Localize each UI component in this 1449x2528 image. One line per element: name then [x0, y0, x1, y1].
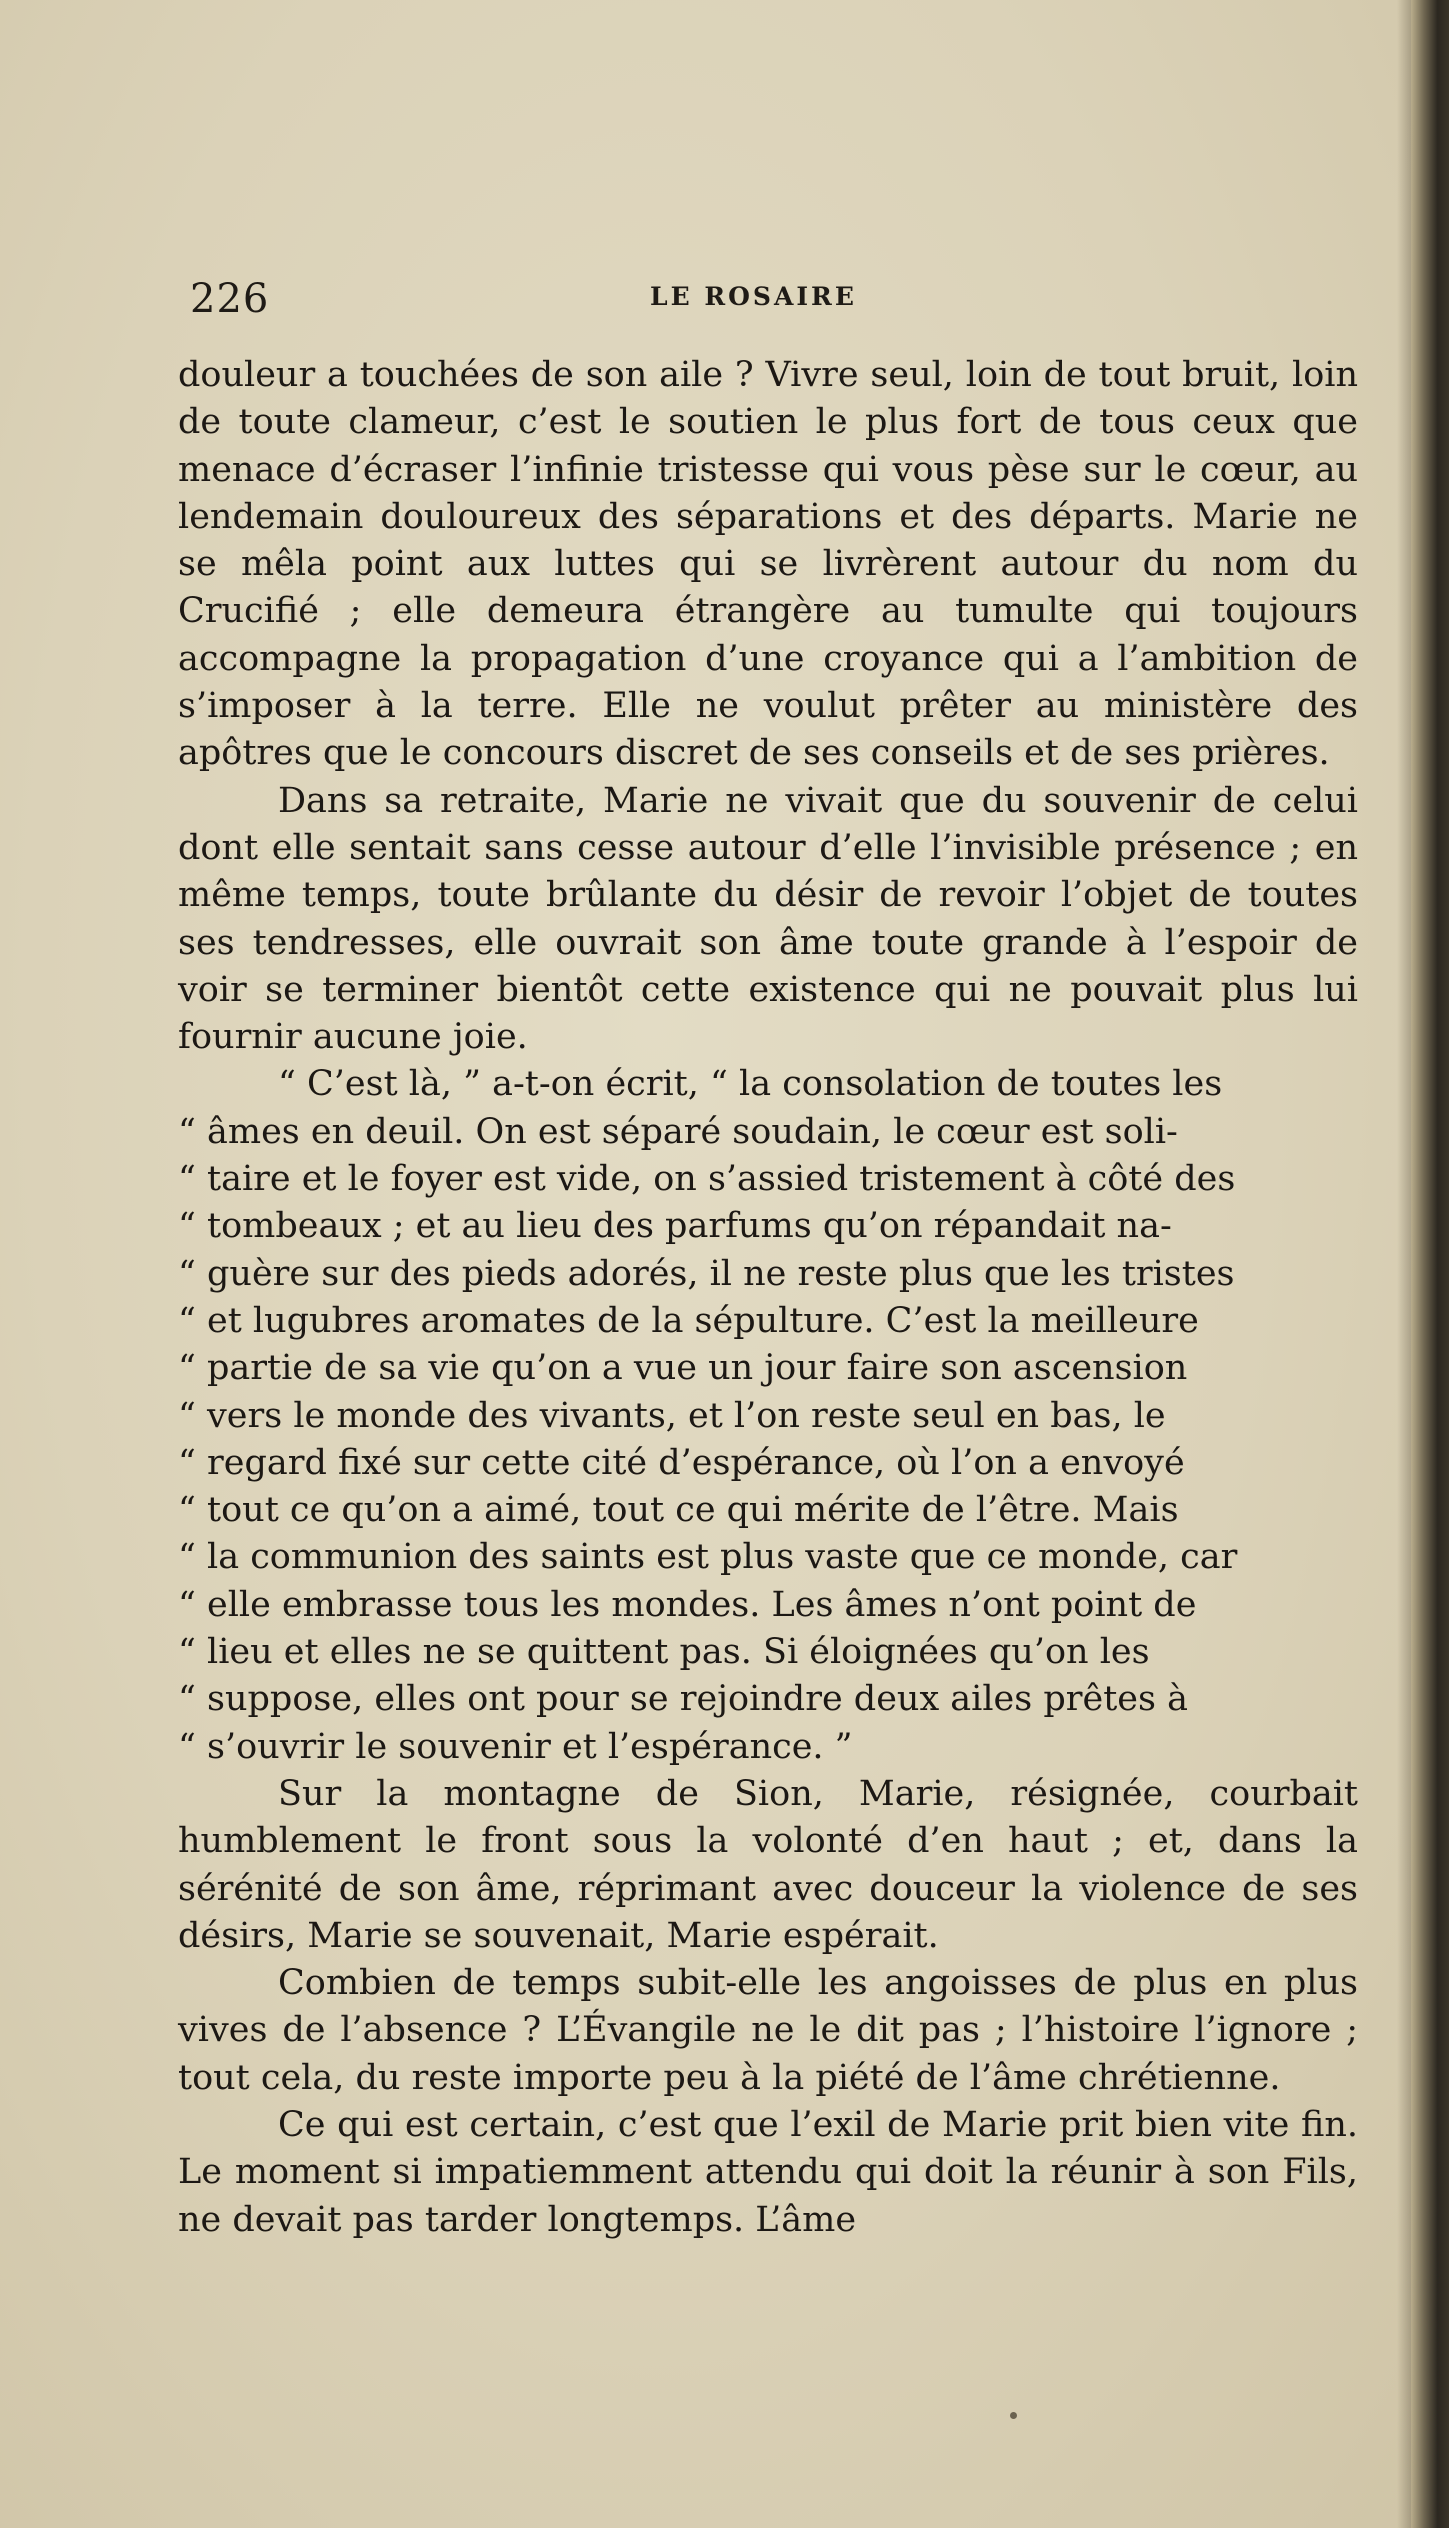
quote-line: “ s’ouvrir le souvenir et l’espérance. ” [178, 1726, 853, 1767]
quote-line: “ regard fixé sur cette cité d’espérance, où l’on a envoyé [178, 1442, 1185, 1483]
paragraph: douleur a touchées de son aile ? Vivre seul, loin de tout bruit, loin de toute clameur, c’est le soutien le plus fort de tous ceux que menace d’écraser l’infinie tristesse qui vous pèse sur le cœur, au lendemain douloureux des séparations et des départs. Marie ne se mêla point aux luttes qui se livrèrent autour du nom du Crucifié ; elle demeura étrangère au tumulte qui toujours accompagne la propagation d’une croyance qui a l’ambition de s’imposer à la terre. Elle ne voulut prêter au ministère des apôtres que le concours discret de ses conseils et de ses prières. [178, 355, 1358, 774]
quote-line: “ elle embrasse tous les mondes. Les âmes n’ont point de [178, 1584, 1197, 1625]
paragraph: Dans sa retraite, Marie ne vivait que du souvenir de celui dont elle sentait sans cesse autour d’elle l’invisible présence ; en même temps, toute brûlante du désir de revoir l’objet de toutes ses tendresses, elle ouvrait son âme toute grande à l’espoir de voir se terminer bientôt cette existence qui ne pouvait plus lui fournir aucune joie. [178, 780, 1358, 1058]
quote-line: “ guère sur des pieds adorés, il ne reste plus que les tristes [178, 1253, 1235, 1294]
page-header [190, 272, 1370, 332]
quote-line: “ suppose, elles ont pour se rejoindre deux ailes prêtes à [178, 1679, 1188, 1720]
paper-speck [1010, 2412, 1017, 2419]
body-text [178, 352, 1358, 2244]
quote-line: “ vers le monde des vivants, et l’on reste seul en bas, le [178, 1395, 1166, 1436]
quote-line: “ la communion des saints est plus vaste que ce monde, car [178, 1537, 1238, 1578]
quote-line: “ taire et le foyer est vide, on s’assied tristement à côté des [178, 1159, 1236, 1200]
running-title: LE ROSAIRE [650, 282, 857, 311]
quote-line: “ tombeaux ; et au lieu des parfums qu’on répandait na- [178, 1206, 1172, 1247]
page-gutter-shadow [1397, 0, 1411, 2528]
quote-line: “ partie de sa vie qu’on a vue un jour faire son ascension [178, 1348, 1188, 1389]
page-number: 226 [190, 276, 270, 322]
quotation-block [178, 1061, 1358, 1770]
paragraph: Ce qui est certain, c’est que l’exil de Marie prit bien vite fin. Le moment si impatiemment attendu qui doit la réunir à son Fils, ne devait pas tarder longtemps. L’âme [178, 2104, 1358, 2240]
book-spine [1411, 0, 1449, 2528]
paragraph: Combien de temps subit-elle les angoisses de plus en plus vives de l’absence ? L’Évangile ne le dit pas ; l’histoire l’ignore ; tout cela, du reste importe peu à la piété de l’âme chrétienne. [178, 1963, 1358, 2098]
quote-line: “ tout ce qu’on a aimé, tout ce qui mérite de l’être. Mais [178, 1490, 1179, 1531]
paragraph: Sur la montagne de Sion, Marie, résignée, courbait humblement le front sous la volonté d’en haut ; et, dans la sérénité de son âme, réprimant avec douceur la violence de ses désirs, Marie se souvenait, Marie espérait. [178, 1773, 1358, 1956]
quote-line: “ lieu et elles ne se quittent pas. Si éloignées qu’on les [178, 1632, 1150, 1673]
quote-line: “ âmes en deuil. On est séparé soudain, le cœur est soli- [178, 1111, 1178, 1152]
quote-line: “ et lugubres aromates de la sépulture. C’est la meilleure [178, 1300, 1199, 1341]
quote-line: “ C’est là, ” a-t-on écrit, “ la consolation de toutes les [278, 1064, 1223, 1105]
